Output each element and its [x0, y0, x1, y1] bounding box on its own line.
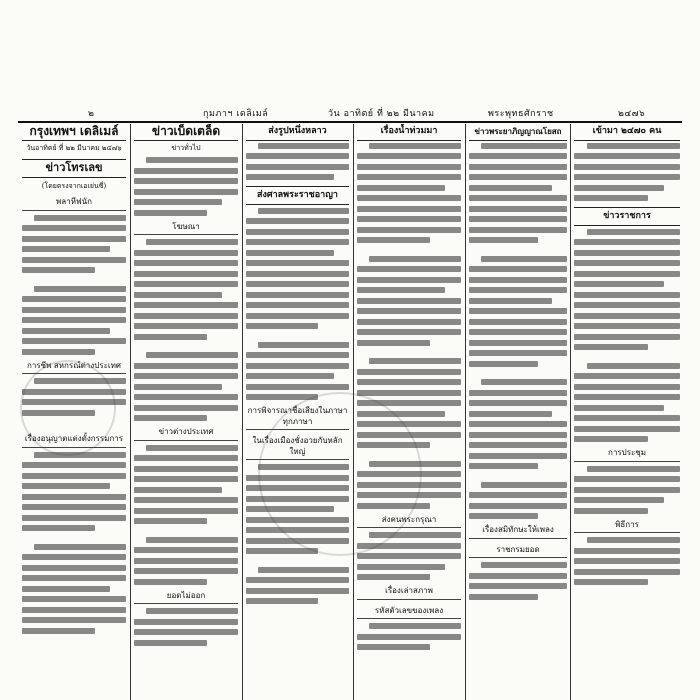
text-line: [574, 384, 680, 390]
text-line: [574, 250, 680, 256]
text-line: [574, 302, 680, 308]
text-line: [134, 373, 238, 379]
text-line: [357, 319, 461, 325]
text-line: [134, 579, 207, 585]
text-line: [134, 323, 238, 329]
text-line: [469, 503, 567, 509]
text-line: [34, 544, 126, 550]
article-heading: ส่งคนพระกรุณา: [357, 515, 461, 529]
text-line: [22, 338, 126, 344]
section-subtitle: (โดยตรงจากเอเย่นซี่): [41, 181, 107, 190]
text-line: [134, 363, 238, 369]
text-line: [246, 153, 349, 159]
text-line: [357, 564, 445, 570]
text-line: [22, 515, 126, 521]
header-date: วัน อาทิตย์ ที่ ๒๒ มีนาคม: [328, 109, 435, 119]
text-line: [574, 195, 648, 201]
text-line: [469, 174, 567, 180]
text-line: [469, 185, 552, 191]
text-line: [469, 594, 538, 600]
text-line: [134, 487, 222, 493]
text-line: [22, 317, 126, 323]
text-line: [246, 352, 349, 358]
text-line: [22, 328, 110, 334]
article-heading: ข่าวต่างประเทศ: [134, 427, 238, 441]
text-line: [574, 260, 680, 266]
text-line: [357, 400, 461, 406]
text-line: [574, 497, 664, 503]
text-line: [134, 568, 238, 574]
text-line: [357, 421, 461, 427]
header-month: กุมภาฯ เดลิเมล์: [203, 109, 269, 119]
text-line: [469, 237, 538, 243]
section-title: ข่าวราชการ: [574, 207, 680, 226]
text-line: [357, 390, 461, 396]
text-line: [22, 617, 126, 623]
article-heading: ราชกรมยอด: [469, 545, 567, 559]
text-line: [246, 164, 349, 170]
text-line: [469, 421, 567, 427]
text-line: [357, 379, 461, 385]
text-line: [357, 553, 461, 559]
text-line: [134, 384, 222, 390]
text-line: [34, 378, 126, 384]
text-line: [574, 153, 680, 159]
text-line: [574, 548, 680, 554]
column-heading: เรื่องน้ำท่วมมา: [357, 124, 461, 141]
text-line: [134, 405, 238, 411]
paragraph-gap: [357, 248, 461, 256]
text-line: [574, 344, 648, 350]
text-line: [587, 363, 680, 369]
article-heading: เรื่องสมิทักษะให้เพลง: [469, 525, 567, 539]
text-line: [469, 453, 567, 459]
text-line: [574, 579, 648, 585]
text-line: [146, 445, 238, 451]
text-line: [357, 153, 461, 159]
text-line: [22, 575, 126, 581]
column-3: [246, 124, 349, 700]
column-divider: [130, 124, 131, 700]
text-line: [369, 143, 461, 149]
text-line: [481, 562, 567, 568]
text-line: [469, 227, 567, 233]
text-line: [369, 256, 461, 262]
text-line: [574, 508, 648, 514]
text-line: [134, 199, 222, 205]
text-line: [22, 554, 126, 560]
text-line: [469, 583, 567, 589]
text-line: [134, 292, 222, 298]
text-line: [357, 298, 461, 304]
header-era: พระพุทธศักราช: [488, 109, 554, 119]
paragraph-gap: [134, 344, 238, 352]
text-line: [357, 411, 445, 417]
text-line: [469, 350, 567, 356]
text-line: [587, 143, 680, 149]
text-line: [246, 323, 318, 329]
text-line: [246, 313, 349, 319]
text-line: [369, 358, 461, 364]
column-5: [469, 124, 567, 700]
text-line: [258, 464, 349, 470]
text-line: [22, 307, 126, 313]
text-line: [574, 426, 680, 432]
text-line: [574, 281, 664, 287]
text-line: [574, 476, 680, 482]
text-line: [469, 266, 567, 272]
article-heading: ในเรื่องเมืองชั่งอวยกับหลักใหญ่: [246, 436, 349, 460]
text-line: [134, 619, 238, 625]
text-line: [22, 267, 95, 273]
text-line: [469, 195, 567, 201]
article-heading: การพิจารณาชื่อเสียงในภาษาทุกภาษา: [246, 406, 349, 430]
text-line: [357, 185, 445, 191]
paragraph-gap: [357, 453, 461, 461]
paragraph-gap: [246, 334, 349, 342]
text-line: [481, 482, 567, 488]
text-line: [369, 461, 461, 467]
text-line: [134, 168, 238, 174]
paragraph-gap: [22, 536, 126, 544]
text-line: [357, 195, 461, 201]
text-line: [146, 352, 238, 358]
text-line: [469, 329, 567, 335]
column-4: [357, 124, 461, 700]
text-line: [481, 379, 567, 385]
text-line: [22, 462, 126, 468]
text-line: [246, 260, 349, 266]
column-heading: ส่งรูปหนึ่งหลาว: [246, 124, 349, 141]
text-line: [574, 323, 680, 329]
text-line: [246, 588, 349, 594]
text-line: [134, 334, 207, 340]
text-line: [246, 302, 349, 308]
masthead-date: วันอาทิตย์ ที่ ๒๒ มีนาคม ๒๔๗๖: [26, 143, 122, 152]
text-line: [22, 349, 95, 355]
column-heading: เข้ามา ๒๔๗๐ คน: [574, 124, 680, 141]
text-line: [246, 271, 349, 277]
text-line: [469, 400, 567, 406]
article-heading: ยอดไม่ออก: [134, 591, 238, 605]
text-line: [357, 503, 430, 509]
text-line: [469, 298, 552, 304]
text-line: [469, 492, 567, 498]
text-line: [134, 210, 207, 216]
text-line: [134, 640, 207, 646]
text-line: [246, 598, 318, 604]
text-line: [574, 405, 664, 411]
column-heading: ข่าวเบ็ดเตล็ด: [134, 124, 238, 141]
text-line: [258, 567, 349, 573]
text-line: [22, 525, 95, 531]
text-line: [134, 497, 238, 503]
column-2: [134, 124, 238, 700]
text-line: [469, 164, 567, 170]
text-line: [574, 271, 680, 277]
text-line: [469, 277, 567, 283]
text-line: [22, 483, 110, 489]
text-line: [258, 342, 349, 348]
article-heading: พิธีการ: [574, 520, 680, 534]
text-line: [246, 506, 334, 512]
column-6: [574, 124, 680, 700]
text-line: [357, 482, 461, 488]
text-line: [22, 504, 126, 510]
text-line: [134, 178, 238, 184]
section-title: ส่งศาลพระราชอาญา: [246, 186, 349, 205]
text-line: [469, 442, 567, 448]
text-line: [357, 164, 461, 170]
text-line: [357, 492, 461, 498]
text-line: [146, 608, 238, 614]
text-line: [357, 369, 461, 375]
column-subheading: ข่าวทั่วไป: [171, 143, 201, 152]
text-line: [369, 623, 461, 629]
column-1: [22, 124, 126, 700]
text-line: [357, 340, 430, 346]
text-line: [134, 508, 238, 514]
text-line: [246, 485, 349, 491]
text-line: [258, 208, 349, 214]
text-line: [22, 389, 126, 395]
paragraph-gap: [469, 371, 567, 379]
text-line: [481, 256, 567, 262]
text-line: [357, 174, 461, 180]
text-line: [146, 239, 238, 245]
text-line: [246, 384, 349, 390]
text-line: [357, 287, 445, 293]
text-line: [134, 629, 238, 635]
text-line: [22, 399, 126, 405]
text-line: [357, 216, 461, 222]
text-line: [22, 628, 95, 634]
text-line: [574, 185, 664, 191]
text-line: [357, 432, 461, 438]
column-divider: [465, 124, 466, 700]
text-line: [246, 527, 349, 533]
column-divider: [570, 124, 571, 700]
paragraph-gap: [22, 278, 126, 286]
text-line: [246, 174, 334, 180]
text-line: [574, 164, 680, 170]
page-header: [18, 104, 682, 120]
text-line: [357, 634, 461, 640]
text-line: [481, 143, 567, 149]
article-heading: เรื่องเล่าสภาพ: [357, 586, 461, 600]
column-divider: [242, 124, 243, 700]
text-line: [357, 308, 461, 314]
text-line: [258, 143, 349, 149]
text-line: [469, 573, 567, 579]
text-line: [22, 246, 110, 252]
text-line: [22, 494, 126, 500]
text-line: [134, 313, 238, 319]
text-line: [246, 577, 349, 583]
paragraph-gap: [469, 248, 567, 256]
text-line: [22, 236, 126, 242]
text-line: [574, 373, 680, 379]
text-line: [574, 334, 680, 340]
text-line: [246, 517, 349, 523]
text-line: [22, 596, 126, 602]
text-line: [134, 558, 238, 564]
text-line: [34, 215, 126, 221]
text-line: [134, 189, 238, 195]
text-line: [246, 538, 349, 544]
text-line: [246, 218, 349, 224]
article-heading: การประชุม: [574, 448, 680, 462]
text-line: [469, 463, 538, 469]
text-line: [469, 411, 552, 417]
paragraph-gap: [22, 420, 126, 428]
text-line: [134, 415, 207, 421]
text-line: [357, 329, 461, 335]
text-line: [469, 390, 567, 396]
text-line: [357, 277, 461, 283]
text-line: [469, 287, 567, 293]
page-number: ๒: [88, 109, 95, 119]
masthead-title: กรุงเทพฯ เดลิเมล์: [22, 124, 126, 141]
text-line: [574, 394, 680, 400]
text-line: [357, 237, 430, 243]
text-line: [146, 537, 238, 543]
text-line: [574, 239, 680, 245]
column-heading: ข่าวพระยาภิญญาณโยสถ: [469, 124, 567, 141]
text-line: [587, 466, 680, 472]
article-heading: พลาหีฟนัก: [22, 197, 126, 211]
text-line: [246, 229, 349, 235]
text-line: [587, 537, 680, 543]
text-line: [357, 471, 461, 477]
article-heading: รหัสตัวเลขของเพลง: [357, 606, 461, 620]
paragraph-gap: [246, 559, 349, 567]
text-line: [134, 455, 238, 461]
text-line: [134, 476, 238, 482]
text-line: [469, 319, 567, 325]
text-line: [246, 496, 349, 502]
text-line: [246, 363, 349, 369]
section-title-telegraph: ข่าวโทรเลข: [22, 159, 126, 178]
text-line: [574, 292, 680, 298]
header-rule: [18, 121, 682, 123]
paragraph-gap: [357, 350, 461, 358]
text-line: [574, 174, 680, 180]
text-line: [246, 292, 349, 298]
paragraph-gap: [574, 355, 680, 363]
column-divider: [353, 124, 354, 700]
text-line: [357, 227, 461, 233]
text-line: [574, 415, 680, 421]
text-line: [22, 586, 110, 592]
text-line: [469, 361, 538, 367]
text-line: [357, 266, 461, 272]
text-line: [22, 296, 126, 302]
text-line: [134, 547, 238, 553]
text-line: [134, 281, 238, 287]
article-heading: โฆษณา: [134, 222, 238, 236]
text-line: [22, 473, 126, 479]
text-line: [246, 394, 318, 400]
text-line: [587, 229, 680, 235]
text-line: [469, 308, 567, 314]
text-line: [469, 206, 567, 212]
article-heading: การชีพ สหกรณ์ต่างประเทศ: [22, 361, 126, 375]
text-line: [357, 442, 430, 448]
text-line: [34, 452, 126, 458]
text-line: [134, 394, 238, 400]
text-line: [469, 216, 567, 222]
text-line: [22, 225, 126, 231]
text-line: [357, 574, 430, 580]
text-line: [134, 518, 207, 524]
text-line: [22, 257, 126, 263]
text-line: [469, 432, 567, 438]
text-line: [246, 548, 318, 554]
text-line: [469, 153, 567, 159]
header-year: ๒๔๗๖: [618, 109, 646, 119]
text-line: [357, 543, 461, 549]
text-line: [22, 607, 126, 613]
text-line: [574, 569, 680, 575]
text-line: [134, 260, 238, 266]
text-line: [22, 410, 95, 416]
text-line: [34, 286, 126, 292]
text-line: [246, 250, 334, 256]
text-line: [574, 436, 648, 442]
text-line: [357, 206, 461, 212]
text-line: [134, 250, 238, 256]
text-line: [246, 373, 334, 379]
text-line: [357, 644, 430, 650]
text-line: [369, 532, 461, 538]
paragraph-gap: [469, 474, 567, 482]
text-line: [574, 487, 680, 493]
text-line: [22, 565, 126, 571]
paragraph-gap: [134, 529, 238, 537]
text-line: [134, 466, 238, 472]
text-line: [134, 271, 238, 277]
text-line: [134, 302, 238, 308]
text-line: [246, 239, 349, 245]
text-line: [574, 313, 680, 319]
text-line: [246, 281, 349, 287]
article-heading: เรื่องอนุญาตแต่งตั้งกรรมการ: [22, 434, 126, 448]
text-line: [469, 340, 567, 346]
text-line: [246, 475, 349, 481]
text-line: [469, 513, 538, 519]
text-line: [146, 157, 238, 163]
text-line: [574, 558, 680, 564]
